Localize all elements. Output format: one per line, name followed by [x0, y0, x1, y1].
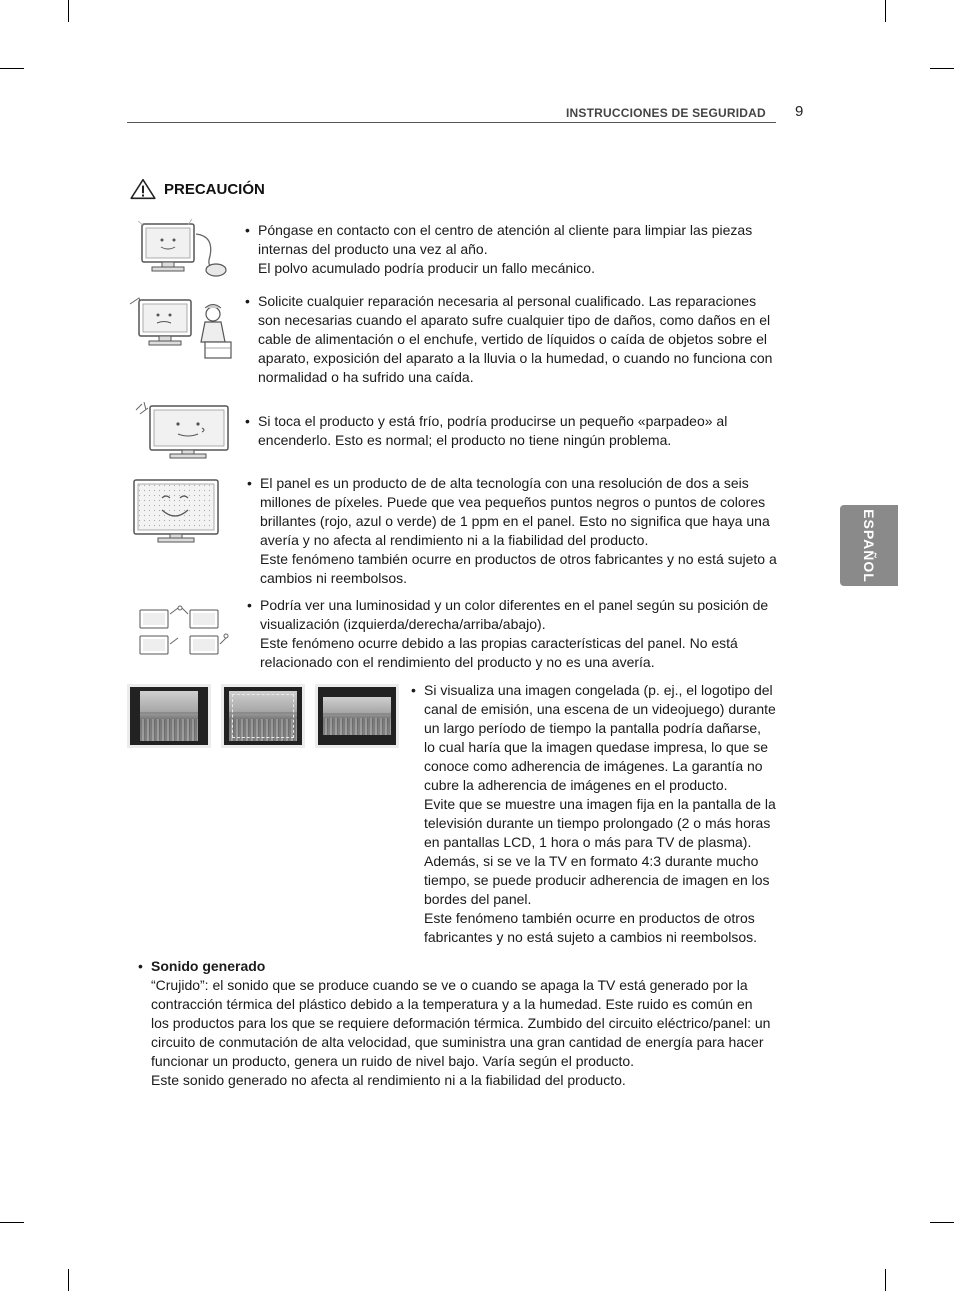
item-text-line: encenderlo. Esto es normal; el producto no tiene ningún problema.: [258, 432, 672, 448]
sound-text-line: los productos para los que se requiere deformación térmica. Zumbido del circuito eléctrico/panel: un: [151, 1015, 771, 1031]
image-retention-thumbnail: [221, 684, 305, 748]
item-text-line: Evite que se muestre una imagen fija en la pantalla de la: [424, 796, 776, 812]
item-text-line: Solicite cualquier reparación necesaria al personal cualificado. Las reparaciones: [258, 293, 757, 309]
item-text-line: Además, si se ve la TV en formato 4:3 durante mucho: [424, 853, 759, 869]
bullet-symbol: •: [245, 293, 250, 309]
caution-item-pixels: [247, 474, 800, 588]
item-text-line: Este fenómeno ocurre debido a las propias características del panel. No está: [260, 635, 738, 651]
item-text-line: son necesarias cuando el aparato sufre cualquier tipo de daños, como daños en el: [258, 312, 771, 328]
item-text-line: Podría ver una luminosidad y un color diferentes en el panel según su posición de: [260, 597, 769, 613]
bullet-symbol: •: [245, 413, 250, 429]
tv-viewing-angle-icon: [136, 604, 232, 660]
sound-text-line: “Crujido”: el sonido que se produce cuando se ve o cuando se apaga la TV está generado por la: [151, 977, 748, 993]
bullet-symbol: •: [411, 682, 416, 698]
bullet-symbol: •: [138, 958, 143, 974]
item-text-line: en pantallas LCD, 1 hora o más para TV de plasma).: [424, 834, 752, 850]
item-text-line: relacionado con el rendimiento del producto y no es una avería.: [260, 654, 655, 670]
tv-pixel-dots-icon: [132, 478, 222, 546]
item-text-line: canal de emisión, una escena de un videojuego) durante: [424, 701, 776, 717]
crop-mark: [68, 0, 69, 22]
crop-mark: [885, 1269, 886, 1291]
item-text-line: Póngase en contacto con el centro de atención al cliente para limpiar las piezas: [258, 222, 753, 238]
crop-mark: [885, 0, 886, 22]
item-text-line: aparato, exposición del aparato a la lluvia o la humedad, o cuando no funciona con: [258, 350, 773, 366]
warning-triangle-icon: [127, 178, 159, 200]
item-text-line: brillantes (rojo, azul o verde) de 1 ppm en el panel. Esto no significa que haya una: [260, 513, 770, 529]
item-text-line: bordes del panel.: [424, 891, 532, 907]
page-number: 9: [795, 103, 804, 120]
crop-mark: [68, 1269, 69, 1291]
item-text-line: fabricantes y no está sujeto a cambios ni reembolsos.: [424, 929, 758, 945]
bullet-symbol: •: [247, 597, 252, 613]
item-text-line: El panel es un producto de de alta tecnología con una resolución de dos a seis: [260, 475, 749, 491]
item-text-line: Si visualiza una imagen congelada (p. ej., el logotipo del: [424, 682, 773, 698]
sound-section: [138, 957, 791, 1090]
tv-vacuum-cleaning-icon: [136, 216, 234, 280]
item-text-line: cubre la adherencia de imágenes en el producto.: [424, 777, 728, 793]
crop-mark: [930, 68, 954, 69]
image-retention-thumbnail: [315, 684, 399, 748]
sound-text-line: circuito de conmutación de alta velocidad, que suministra una gran cantidad de energía para hacer: [151, 1034, 764, 1050]
sound-title: Sonido generado: [151, 958, 266, 974]
section-title: INSTRUCCIONES DE SEGURIDAD: [566, 106, 766, 120]
sound-text-line: funcionar un producto, genera un ruido de nivel bajo. Varía según el producto.: [151, 1053, 635, 1069]
sound-text-line: contracción térmica del plástico debido a la temperatura y a la humedad. Este ruido es común en: [151, 996, 753, 1012]
item-text-line: un largo período de tiempo la pantalla podría dañarse,: [424, 720, 762, 736]
item-text-line: conoce como adherencia de imágenes. La garantía no: [424, 758, 763, 774]
tv-repair-technician-icon: [127, 292, 241, 362]
item-text-line: tiempo, se puede producir adherencia de imagen en los: [424, 872, 770, 888]
item-text-line: normalidad o ha sufrido una caída.: [258, 369, 474, 385]
image-retention-thumbnail: [127, 684, 211, 748]
item-text-line: lo cual haría que la imagen quedase impresa, lo que se: [424, 739, 768, 755]
item-text-line: cambios ni reembolsos.: [260, 570, 408, 586]
tv-cold-flicker-icon: [132, 400, 236, 462]
item-text-line: visualización (izquierda/derecha/arriba/abajo).: [260, 616, 546, 632]
item-text-line: avería y no afecta al rendimiento ni a la fiabilidad del producto.: [260, 532, 649, 548]
crop-mark: [0, 1222, 24, 1223]
caution-title: PRECAUCIÓN: [164, 181, 265, 198]
item-text-line: El polvo acumulado podría producir un fallo mecánico.: [258, 260, 595, 276]
sound-text-line: Este sonido generado no afecta al rendimiento ni a la fiabilidad del producto.: [151, 1072, 626, 1088]
crop-mark: [930, 1222, 954, 1223]
item-text-line: millones de píxeles. Puede que vea pequeños puntos negros o puntos de colores: [260, 494, 766, 510]
bullet-symbol: •: [245, 222, 250, 238]
item-text-line: televisión durante un tiempo prolongado (2 o más horas: [424, 815, 771, 831]
item-text-line: Si toca el producto y está frío, podría producirse un pequeño «parpadeo» al: [258, 413, 728, 429]
item-text-line: Este fenómeno también ocurre en productos de otros: [424, 910, 755, 926]
caution-item-viewing-angle: [247, 596, 800, 672]
item-text-line: internas del producto una vez al año.: [258, 241, 488, 257]
header-rule: [127, 122, 776, 123]
caution-item-cleaning: [245, 221, 798, 278]
caution-item-cold: [245, 412, 798, 450]
item-text-line: Este fenómeno también ocurre en productos de otros fabricantes y no está sujeto a: [260, 551, 777, 567]
caution-item-image-retention: [411, 681, 794, 947]
item-text-line: cable de alimentación o el enchufe, vertido de líquidos o caída de objetos sobre el: [258, 331, 768, 347]
caution-item-repair: [245, 292, 798, 387]
crop-mark: [0, 68, 24, 69]
bullet-symbol: •: [247, 475, 252, 491]
language-tab-label: ESPAÑOL: [861, 508, 877, 583]
language-tab: [840, 505, 898, 586]
